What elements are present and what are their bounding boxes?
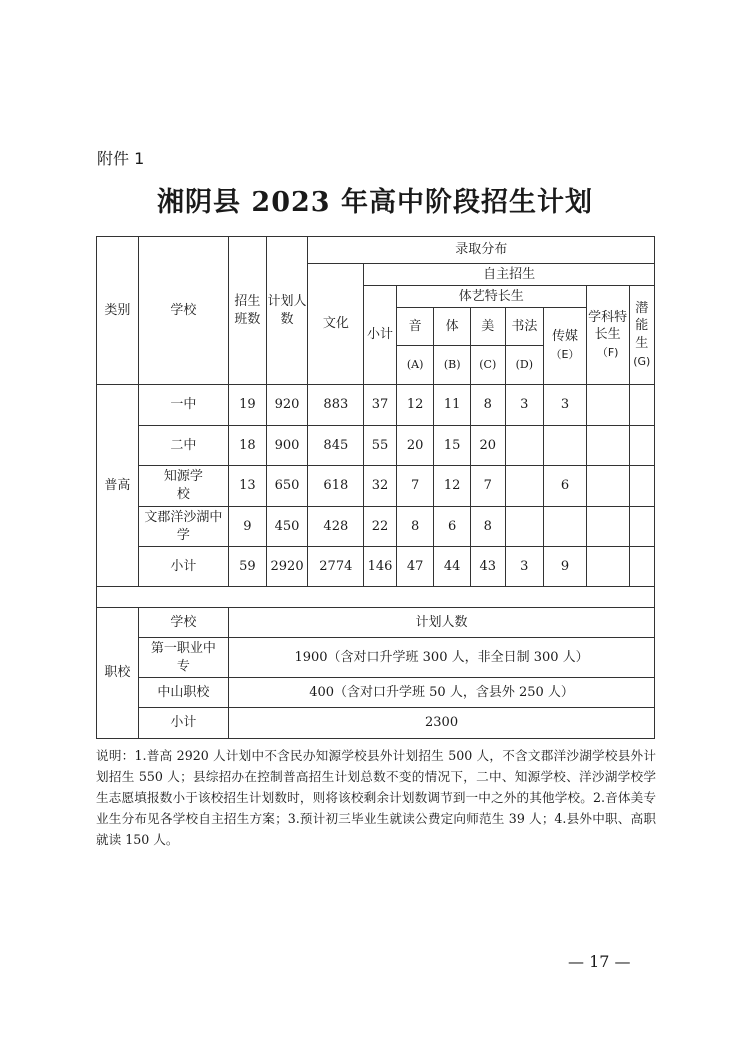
school-name: 小计 (138, 547, 228, 587)
planned-value: 900 (266, 426, 308, 466)
header-code-f: （F) (596, 345, 619, 359)
subject-value (586, 426, 629, 466)
potential-value (629, 466, 655, 507)
potential-value (629, 547, 655, 587)
header-subject (586, 286, 629, 385)
media-value: 3 (544, 385, 587, 426)
subject-value (586, 385, 629, 426)
classes-value: 19 (229, 385, 267, 426)
classes-value: 59 (229, 547, 267, 587)
music-value: 8 (396, 507, 434, 547)
fine-arts-value: 43 (470, 547, 505, 587)
vocational-header-row (97, 608, 655, 638)
header-calligraphy: 书法 (505, 308, 544, 346)
table-row (97, 385, 655, 426)
music-value: 7 (396, 466, 434, 507)
notes-paragraph: 说明：1.普高 2920 人计划中不含民办知源学校县外计划招生 500 人，不含文郡洋沙湖学校县外计划招生 550 人；县综招办在控制普高招生计划总数不变的情况下，二中、知源学校、洋沙湖学校学生志愿填报数小于该校招生计划数时，则将该校剩余计划数调节到一中之外的其他学校。2.音体美专业生分布见各学校自主招生方案；3.预计初三毕业生就读公费定向师范生 39 人；4.县外中职、高职就读 150 人。 (96, 748, 656, 847)
spacer-row (97, 587, 655, 608)
header-category: 类别 (97, 237, 139, 385)
table-row (97, 466, 655, 507)
calligraphy-value: 3 (505, 547, 544, 587)
classes-value: 13 (229, 466, 267, 507)
vocational-school-header: 学校 (138, 608, 228, 638)
media-value: 6 (544, 466, 587, 507)
attachment-label: 附件 1 (97, 149, 145, 168)
music-value: 12 (396, 385, 434, 426)
fine-arts-value: 8 (470, 385, 505, 426)
header-code-b: (B) (434, 346, 471, 385)
planned-value: 920 (266, 385, 308, 426)
subtotal-value: 37 (364, 385, 397, 426)
subtotal-value: 32 (364, 466, 397, 507)
culture-value: 883 (308, 385, 364, 426)
vocational-plan-header: 计划人数 (229, 608, 655, 638)
vocational-plan-value: 2300 (229, 708, 655, 739)
potential-value (629, 426, 655, 466)
calligraphy-value (505, 466, 544, 507)
header-subtotal: 小计 (364, 286, 397, 385)
header-classes: 招生班数 (229, 237, 267, 385)
subject-value (586, 507, 629, 547)
subtotal-value: 22 (364, 507, 397, 547)
vocational-plan-value: 1900（含对口升学班 300 人，非全日制 300 人） (229, 638, 655, 678)
header-culture: 文化 (308, 264, 364, 385)
planned-value: 450 (266, 507, 308, 547)
subtotal-value: 146 (364, 547, 397, 587)
header-media (544, 308, 587, 385)
culture-value: 428 (308, 507, 364, 547)
calligraphy-value (505, 507, 544, 547)
header-code-a: (A) (396, 346, 434, 385)
header-code-g: (G) (633, 354, 651, 368)
planned-value: 2920 (266, 547, 308, 587)
school-name: 知源学校 (138, 466, 228, 507)
header-planned: 计划人数 (266, 237, 308, 385)
culture-value: 2774 (308, 547, 364, 587)
header-potential-label: 潜能生 (635, 300, 649, 351)
potential-value (629, 385, 655, 426)
header-distribution: 录取分布 (308, 237, 655, 264)
sports-value: 11 (434, 385, 471, 426)
calligraphy-value (505, 426, 544, 466)
header-subject-label: 学科特长生 (588, 309, 628, 343)
sports-value: 15 (434, 426, 471, 466)
header-music: 音 (396, 308, 434, 346)
vocational-school-name: 中山职校 (138, 678, 228, 708)
music-value: 20 (396, 426, 434, 466)
table-row-subtotal (97, 547, 655, 587)
header-sports: 体 (434, 308, 471, 346)
page-number: — 17 — (568, 952, 631, 971)
category-vocational: 职校 (97, 608, 139, 739)
sports-value: 44 (434, 547, 471, 587)
sports-value: 6 (434, 507, 471, 547)
subject-value (586, 466, 629, 507)
classes-value: 18 (229, 426, 267, 466)
vocational-school-name: 第一职业中专 (138, 638, 228, 678)
culture-value: 618 (308, 466, 364, 507)
table-row (97, 678, 655, 708)
school-name: 二中 (138, 426, 228, 466)
vocational-plan-value: 400（含对口升学班 50 人，含县外 250 人） (229, 678, 655, 708)
school-name: 一中 (138, 385, 228, 426)
category-general: 普高 (97, 385, 139, 587)
document-title: 湘阴县 2023 年高中阶段招生计划 (157, 187, 593, 218)
media-value (544, 426, 587, 466)
subject-value (586, 547, 629, 587)
potential-value (629, 507, 655, 547)
school-name: 文郡洋沙湖中学 (138, 507, 228, 547)
spacer-cell (97, 587, 655, 608)
classes-value: 9 (229, 507, 267, 547)
fine-arts-value: 20 (470, 426, 505, 466)
header-code-d: (D) (505, 346, 544, 385)
media-value (544, 507, 587, 547)
sports-value: 12 (434, 466, 471, 507)
planned-value: 650 (266, 466, 308, 507)
table-row (97, 426, 655, 466)
table-row-subtotal (97, 708, 655, 739)
subtotal-value: 55 (364, 426, 397, 466)
header-potential (629, 286, 655, 385)
fine-arts-value: 8 (470, 507, 505, 547)
header-fine-arts: 美 (470, 308, 505, 346)
table-row (97, 507, 655, 547)
vocational-school-name: 小计 (138, 708, 228, 739)
header-media-label: 传媒 (551, 329, 578, 345)
fine-arts-value: 7 (470, 466, 505, 507)
calligraphy-value: 3 (505, 385, 544, 426)
header-autonomous: 自主招生 (364, 264, 655, 286)
culture-value: 845 (308, 426, 364, 466)
header-code-e: （E） (550, 348, 580, 361)
table-row (97, 638, 655, 678)
header-arts-sports: 体艺特长生 (396, 286, 586, 308)
media-value: 9 (544, 547, 587, 587)
enrollment-table (96, 236, 655, 739)
music-value: 47 (396, 547, 434, 587)
header-code-c: (C) (470, 346, 505, 385)
header-school: 学校 (138, 237, 228, 385)
